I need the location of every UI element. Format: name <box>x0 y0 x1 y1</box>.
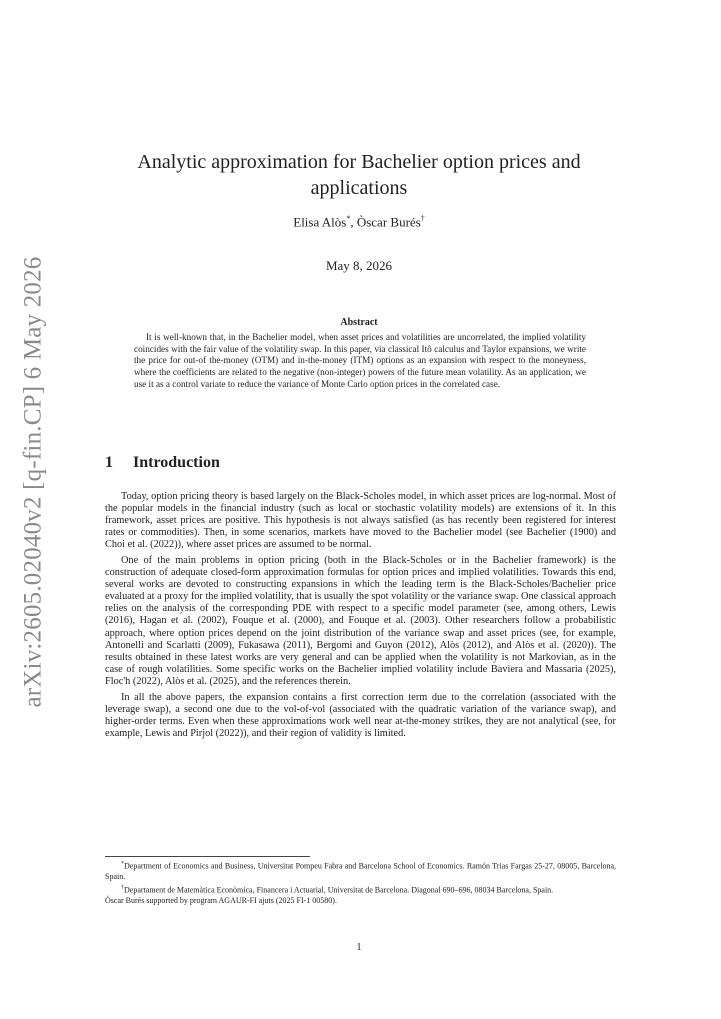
paper-title: Analytic approximation for Bachelier option prices and applications <box>137 151 581 199</box>
author-name: Òscar Burés <box>356 214 421 230</box>
footnote-mark: * <box>121 861 124 867</box>
author-footnote-mark: † <box>420 214 425 223</box>
footnote <box>105 883 616 896</box>
author-name: Elisa Alòs <box>293 214 347 230</box>
footnote <box>105 896 616 907</box>
footnote-text: Departament de Matemàtica Econòmica, Financera i Actuarial, Universitat de Barcelona. Diagonal 690–696, 08034 Barcelona, Spain. <box>124 885 554 895</box>
author-list <box>104 214 614 230</box>
footnote <box>105 859 616 883</box>
abstract-heading: Abstract <box>340 317 378 328</box>
author-footnote-mark: * <box>346 214 351 223</box>
arxiv-identifier-stamp <box>14 256 54 708</box>
footnote-divider <box>105 856 310 857</box>
author-separator: , <box>350 214 357 230</box>
section-heading <box>105 454 220 472</box>
footnote-text: Òscar Burés supported by program AGAUR-FI ajuts (2025 FI-1 00580). <box>105 896 337 906</box>
arxiv-identifier-text: arXiv:2605.02040v2 [q-fin.CP] 6 May 2026 <box>20 256 47 708</box>
footnotes <box>105 859 616 907</box>
page-number: 1 <box>356 942 362 953</box>
body-paragraph: Today, option pricing theory is based largely on the Black-Scholes model, in which asset prices are log-normal. Most of the popular models in the financial industry (such as local or stochastic volatility models) are extensions of it. In this framework, asset prices are positive. This hypothesis is not always satisfied (as has recently been registered for interest rates or commodities). Then, in some scenarios, markets have moved to the Bachelier model (see Bachelier (1900) and Choi et al. (2022)), where asset prices are assumed to be normal. <box>105 491 616 551</box>
footnote-text: Department of Economics and Business, Universitat Pompeu Fabra and Barcelona School of Economics. Ramón Trias Fargas 25-27, 08005, Barcelona, Spain. <box>105 861 616 882</box>
section-title: Introduction <box>133 454 220 471</box>
footnote-mark: † <box>121 884 124 891</box>
body-paragraph: In all the above papers, the expansion contains a first correction term due to the correlation (associated with the leverage swap), a second one due to the vol-of-vol (associated with the quadratic variation of the variance swap), and higher-order terms. Even when these approximations work well near at-the-money strikes, they are not analytical (see, for example, Lewis and Pirjol (2022)), and their region of validity is limited. <box>105 691 616 739</box>
paper-date: May 8, 2026 <box>325 258 393 273</box>
section-number: 1 <box>105 454 113 471</box>
body-paragraph: One of the main problems in option pricing (both in the Black-Scholes or in the Bachelier framework) is the construction of adequate closed-form approximation formulas for option prices and implied volatilities. Towards this end, several works are devoted to constructing expansions in which the leading term is the Black-Scholes/Bachelier price evaluated at a proxy for the implied volatility, that is usually the spot volatility or the variance swap. One classical approach relies on the analysis of the corresponding PDE with respect to a specific model parameter (see, among others, Lewis (2016), Hagan et al. (2002), Fouque et al. (2000), and Fouque et al. (2003). Other researchers follow a probabilistic approach, where option prices depend on the joint distribution of the variance swap and asset prices (see, for example, Antonelli and Scarlatti (2009), Fukasawa (2011), Bergomi and Guyon (2012), Alòs (2012), and Alòs et al. (2020)). The results obtained in these latest works are very general and can be applied when the volatility is not Markovian, as in the case of rough volatilities. Some specific works on the Bachelier implied volatility include Baviera and Massaria (2025), Floc'h (2022), Alòs et al. (2025), and the references therein. <box>105 555 616 687</box>
abstract-text: It is well-known that, in the Bachelier model, when asset prices and volatilities are uncorrelated, the implied volatility coincides with the fair value of the volatility swap. In this paper, via classical Itô calculus and Taylor expansions, we write the price for out-of the-money (OTM) and in-the-money (ITM) options as an expansion with respect to the moneyness, where the coefficients are related to the negative (non-integer) powers of the future mean volatility. As an application, we use it as a control variate to reduce the variance of Monte Carlo option prices in the correlated case. <box>134 332 586 389</box>
section-body <box>105 491 616 744</box>
